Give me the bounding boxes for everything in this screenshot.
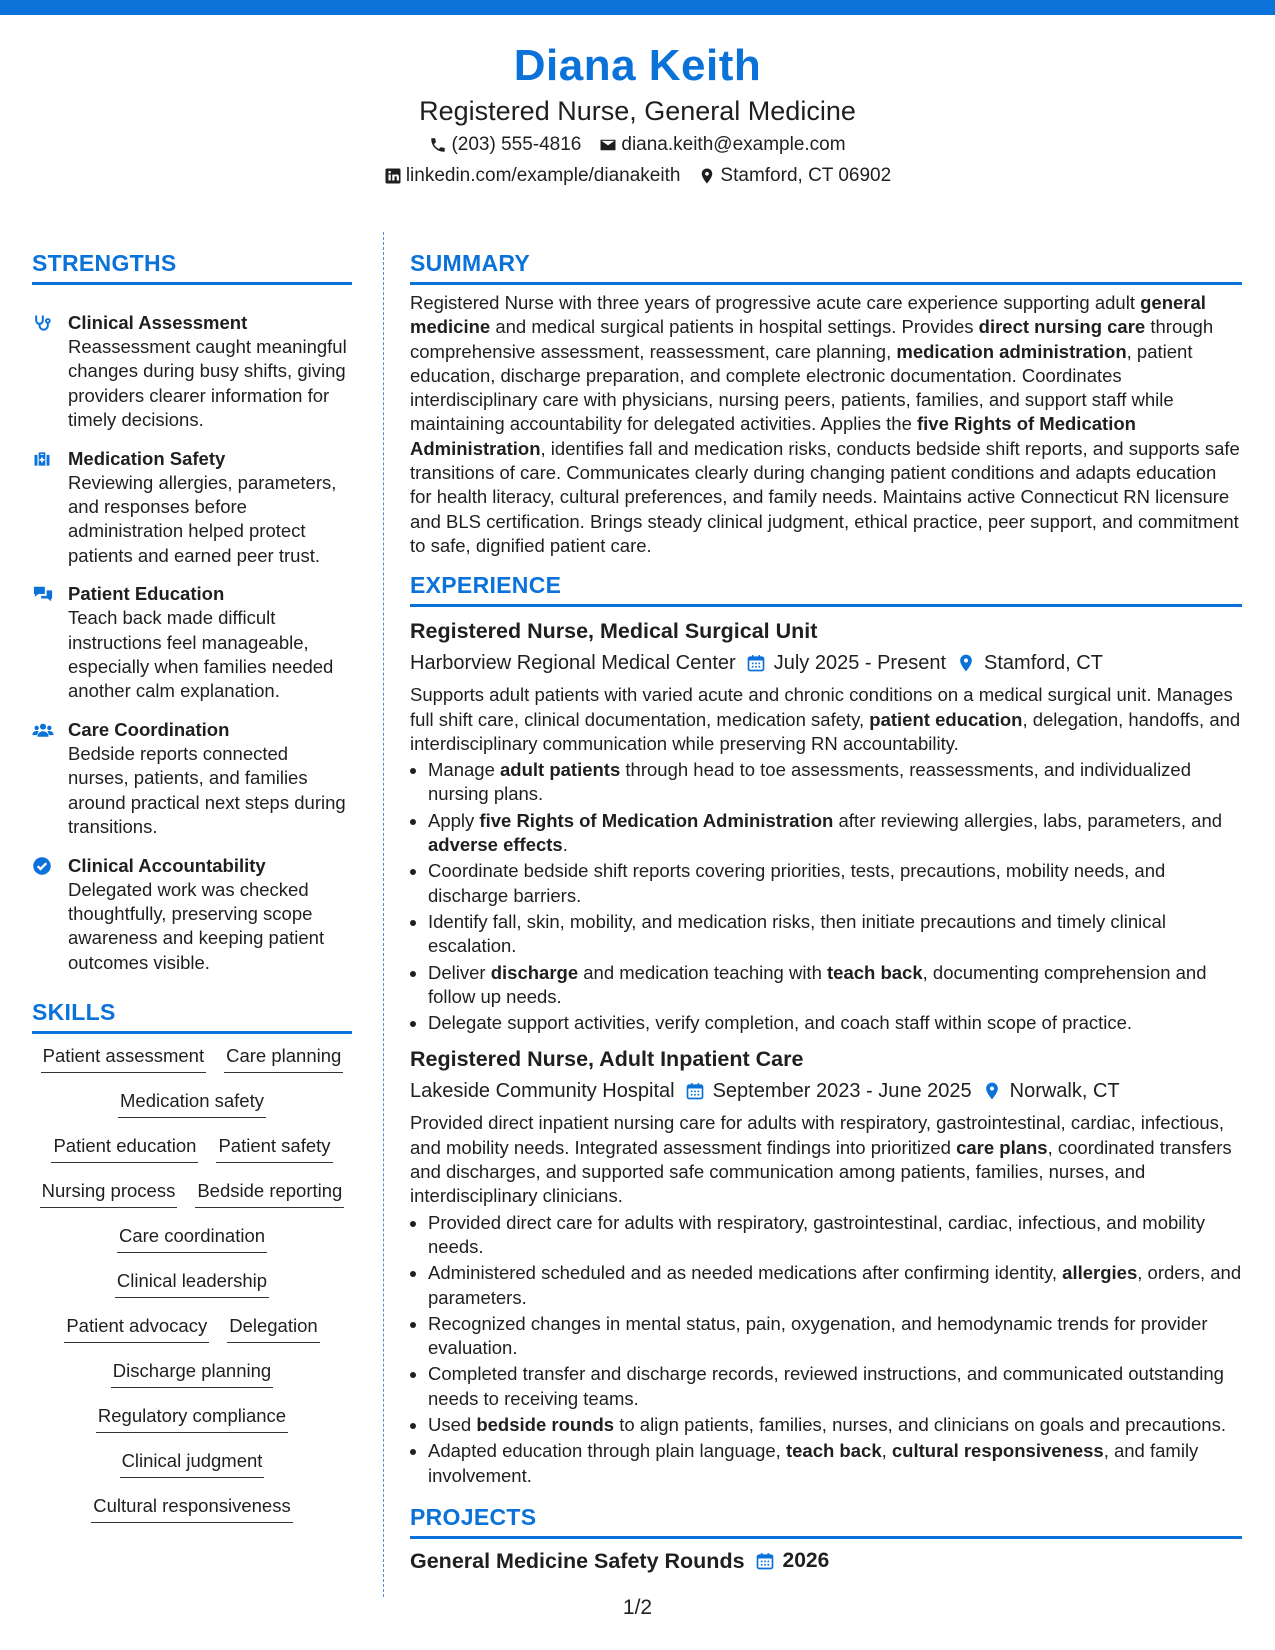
job-bullet: • Recognized changes in mental status, pain, oxygenation, and hemodynamic trends for provider evaluation.	[428, 1312, 1242, 1361]
skill-tag: Regulatory compliance	[96, 1404, 288, 1433]
map-pin-icon	[956, 653, 976, 673]
job-dates	[685, 1077, 972, 1105]
map-pin-icon	[982, 1081, 1002, 1101]
job-bullet: • Adapted education through plain language, teach back, cultural responsiveness, and family involvement.	[428, 1439, 1242, 1488]
location-contact	[698, 163, 891, 189]
phone-contact[interactable]	[429, 132, 581, 158]
strength-desc: Teach back made difficult instructions feel manageable, especially when families needed another calm explanation.	[68, 607, 334, 702]
project-date-text: 2026	[782, 1548, 830, 1572]
email-text: diana.keith@example.com	[621, 134, 846, 155]
strength-item	[32, 311, 352, 433]
job-bullet: • Identify fall, skin, mobility, and medication risks, then initiate precautions and timely clinical escalation.	[428, 910, 1242, 959]
strength-desc: Reassessment caught meaningful changes during busy shifts, giving providers clearer information for timely decisions.	[68, 336, 347, 431]
strength-title: Clinical Accountability	[68, 854, 266, 876]
calendar-icon	[755, 1551, 775, 1571]
column-divider	[383, 232, 384, 1597]
contact-row-1	[0, 132, 1275, 158]
strength-item	[32, 447, 352, 569]
calendar-icon	[685, 1081, 705, 1101]
job-bullet: • Used bedside rounds to align patients, families, nurses, and clinicians on goals and precautions.	[428, 1413, 1242, 1437]
job-bullet: • Deliver discharge and medication teaching with teach back, documenting comprehension and follow up needs.	[428, 961, 1242, 1010]
projects-heading: PROJECTS	[410, 1503, 537, 1530]
skill-tag: Patient safety	[216, 1134, 332, 1163]
job-bullets	[410, 758, 1242, 1035]
experience-rule	[410, 604, 1242, 607]
skill-tag: Clinical judgment	[120, 1449, 265, 1478]
contact-row-2	[0, 163, 1275, 189]
strength-desc: Delegated work was checked thoughtfully, preserving scope awareness and keeping patient outcomes visible.	[68, 878, 325, 973]
skill-tag: Patient assessment	[41, 1044, 206, 1073]
job-location	[982, 1077, 1120, 1105]
job-bullet: • Coordinate bedside shift reports covering priorities, tests, precautions, mobility needs, and discharge barriers.	[428, 859, 1242, 908]
job-intro: Provided direct inpatient nursing care for adults with respiratory, gastrointestinal, cardiac, infectious, and mobility needs. Integrated assessment findings into prioritized care plans, coordinated transfers and discharges, and supported safe communication among patients, families, nurses, and interdisciplinary clinicians.	[410, 1112, 1232, 1207]
job-bullet: • Manage adult patients through head to toe assessments, reassessments, and individualized nursing plans.	[428, 758, 1242, 807]
strength-item	[32, 718, 352, 840]
linkedin-icon	[384, 167, 402, 185]
skills-list	[32, 1044, 352, 1539]
chat-bubbles-icon	[32, 584, 54, 604]
skill-tag: Patient education	[51, 1134, 198, 1163]
job-bullet: • Completed transfer and discharge records, reviewed instructions, and communicated outstanding needs to receiving teams.	[428, 1362, 1242, 1411]
strength-item	[32, 582, 352, 704]
job-entry	[410, 617, 1242, 1035]
calendar-icon	[746, 653, 766, 673]
job-dates	[746, 649, 946, 677]
users-icon	[32, 720, 54, 740]
linkedin-contact[interactable]	[384, 163, 681, 189]
skill-tag: Cultural responsiveness	[91, 1494, 292, 1523]
check-circle-icon	[32, 856, 52, 876]
strengths-heading: STRENGTHS	[32, 250, 177, 276]
envelope-icon	[599, 136, 617, 154]
candidate-title: Registered Nurse, General Medicine	[419, 96, 856, 126]
summary-text: Registered Nurse with three years of progressive acute care experience supporting adult general medicine and medical surgical patients in hospital settings. Provides direct nursing care through comprehensive assessment, reassessment, care planning, medication administration, patient education, discharge preparation, and complete electronic documentation. Coordinates interdisciplinary care with physicians, nursing peers, patients, families, and support staff while maintaining accountability for delegated activities. Applies the five Rights of Medication Administration, identifies fall and medication risks, conducts bedside shift reports, and supports safe transitions of care. Communicates clearly during changing patient conditions and adapts education for health literacy, cultural preferences, and family needs. Maintains active Connecticut RN licensure and BLS certification. Brings steady clinical judgment, ethical practice, peer support, and commitment to safe, dignified patient care.	[410, 292, 1240, 556]
summary-heading: SUMMARY	[410, 250, 531, 276]
skills-rule	[32, 1031, 352, 1034]
skill-tag: Clinical leadership	[115, 1269, 269, 1298]
project-entry	[410, 1547, 1242, 1575]
project-date	[755, 1547, 830, 1575]
job-location-text: Norwalk, CT	[1009, 1080, 1120, 1103]
map-pin-icon	[698, 167, 716, 185]
job-title: Registered Nurse, Adult Inpatient Care	[410, 1047, 804, 1072]
strength-title: Patient Education	[68, 583, 225, 605]
skill-tag: Discharge planning	[111, 1359, 273, 1388]
page-number: 1/2	[622, 1596, 653, 1619]
strength-desc: Reviewing allergies, parameters, and responses before administration helped protect patients and earned peer trust.	[68, 471, 337, 566]
stethoscope-icon	[32, 313, 52, 333]
job-intro: Supports adult patients with varied acute and chronic conditions on a medical surgical unit. Manages full shift care, clinical documentation, medication safety, patient education, delegation, handoffs, and interdisciplinary communication while preserving RN accountability.	[410, 684, 1241, 754]
right-column	[410, 248, 1242, 1575]
job-bullet: • Provided direct care for adults with respiratory, gastrointestinal, cardiac, infectious, and mobility needs.	[428, 1211, 1242, 1260]
projects-rule	[410, 1536, 1242, 1539]
top-accent-bar	[0, 0, 1275, 15]
skills-heading: SKILLS	[32, 999, 116, 1026]
job-location-text: Stamford, CT	[984, 652, 1103, 675]
location-text: Stamford, CT 06902	[720, 165, 892, 186]
strength-title: Medication Safety	[68, 447, 226, 469]
strength-item	[32, 854, 352, 976]
summary-rule	[410, 282, 1242, 285]
skill-tag: Care planning	[224, 1044, 343, 1073]
strength-title: Clinical Assessment	[68, 312, 248, 333]
skill-tag: Medication safety	[118, 1089, 266, 1118]
skill-tag: Patient advocacy	[64, 1314, 209, 1343]
strength-desc: Bedside reports connected nurses, patients, and families around practical next steps during transitions.	[68, 742, 346, 838]
experience-heading: EXPERIENCE	[410, 572, 562, 599]
linkedin-text: linkedin.com/example/dianakeith	[405, 165, 681, 186]
skill-tag: Care coordination	[117, 1224, 267, 1253]
job-entry	[410, 1045, 1242, 1487]
resume-header	[0, 40, 1275, 189]
job-dates-text: September 2023 - June 2025	[712, 1080, 972, 1103]
job-employer: Harborview Regional Medical Center	[410, 652, 736, 675]
email-contact[interactable]	[599, 132, 845, 158]
job-location	[956, 649, 1103, 677]
job-bullet: • Delegate support activities, verify completion, and coach staff within scope of practice.	[428, 1011, 1242, 1035]
skill-tag: Nursing process	[40, 1179, 178, 1208]
job-bullet: • Administered scheduled and as needed medications after confirming identity, allergies, orders, and parameters.	[428, 1261, 1242, 1310]
job-meta	[410, 1077, 1242, 1105]
skill-tag: Bedside reporting	[195, 1179, 344, 1208]
job-bullet: • Apply five Rights of Medication Administration after reviewing allergies, labs, parameters, and adverse effects.	[428, 809, 1242, 858]
medkit-icon	[32, 449, 52, 469]
job-dates-text: July 2025 - Present	[773, 652, 947, 675]
job-meta	[410, 649, 1242, 677]
job-title: Registered Nurse, Medical Surgical Unit	[410, 619, 818, 644]
candidate-name: Diana Keith	[513, 41, 762, 90]
phone-icon	[429, 136, 447, 154]
phone-text: (203) 555-4816	[451, 134, 582, 155]
job-bullets	[410, 1211, 1242, 1488]
strength-title: Care Coordination	[68, 718, 230, 740]
skill-tag: Delegation	[227, 1314, 319, 1343]
project-title: General Medicine Safety Rounds	[410, 1548, 745, 1573]
job-employer: Lakeside Community Hospital	[410, 1080, 675, 1103]
left-column	[32, 248, 352, 1539]
